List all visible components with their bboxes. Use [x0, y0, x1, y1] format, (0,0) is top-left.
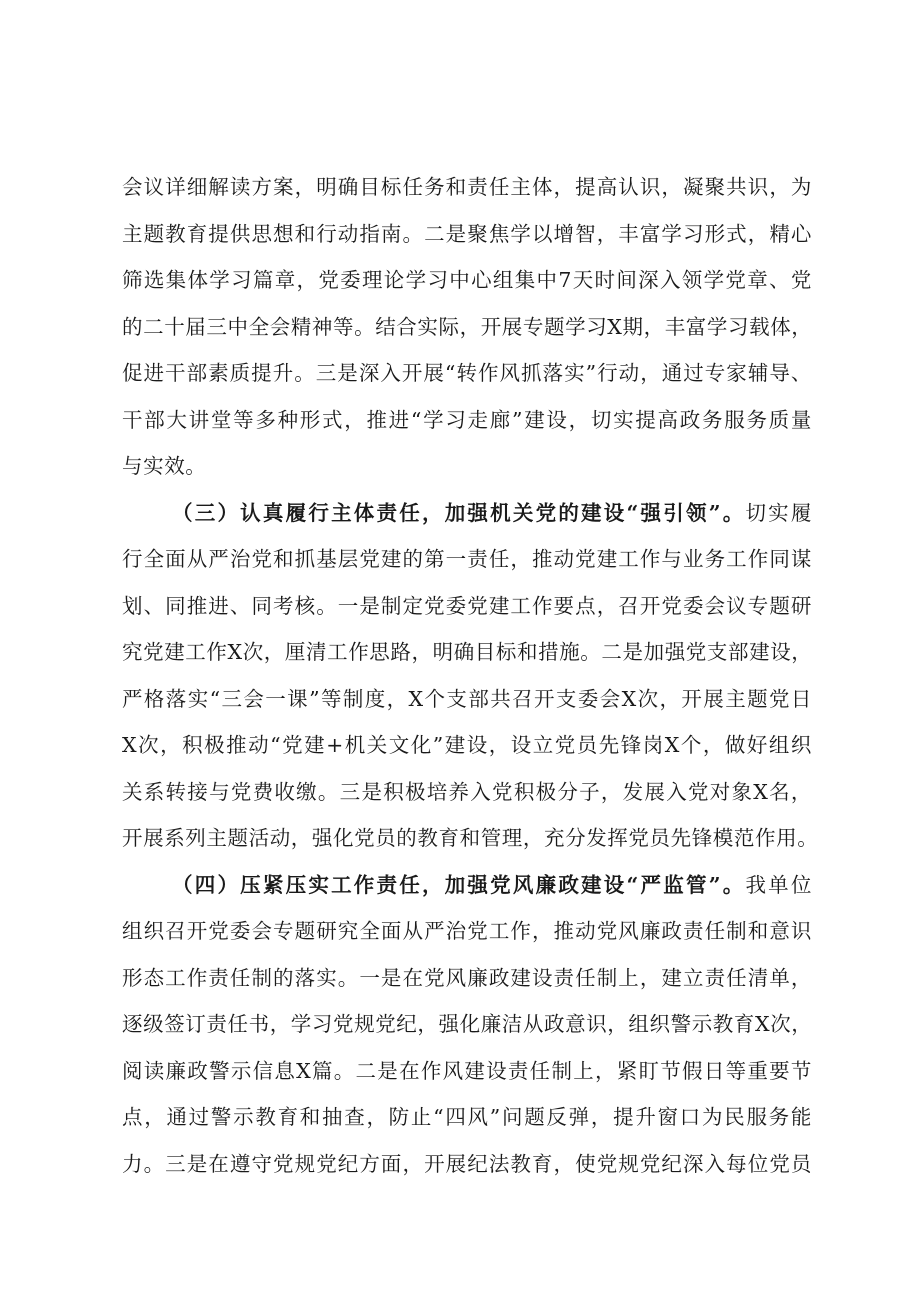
text-line: 组织召开党委会专题研究全面从严治党工作，推动党风廉政责任制和意识: [122, 919, 812, 943]
text-line: 与实效。: [122, 454, 207, 478]
text-line: 逐级签订责任书，学习党规党纪，强化廉洁从政意识，组织警示教育X次，: [122, 1012, 813, 1036]
text-line: 开展系列主题活动，强化党员的教育和管理，充分发挥党员先锋模范作用。: [122, 826, 819, 850]
text-line: 点，通过警示教育和抽查，防止“四风”问题反弹，提升窗口为民服务能: [122, 1105, 812, 1129]
section-4-lead-text: 我单位: [745, 872, 812, 897]
section-4-heading-line: [122, 862, 812, 909]
section-3-heading: （三）认真履行主体责任，加强机关党的建设“强引领”。: [172, 500, 746, 525]
text-line: 力。三是在遵守党规党纪方面，开展纪法教育，使党规党纪深入每位党员: [122, 1151, 812, 1176]
text-line: 阅读廉政警示信息X篇。二是在作风建设责任制上，紧盯节假日等重要节: [122, 1058, 812, 1083]
body-text: [122, 164, 819, 1187]
text-line: 划、同推进、同考核。一是制定党委党建工作要点，召开党委会议专题研: [122, 593, 812, 618]
text-line: 筛选集体学习篇章，党委理论学习中心组集中7天时间深入领学党章、党: [122, 268, 812, 292]
section-4-heading: （四）压紧压实工作责任，加强党风廉政建设“严监管”。: [172, 872, 746, 897]
section-3-heading-line: [122, 490, 812, 537]
text-line: 关系转接与党费收缴。三是积极培养入党积极分子，发展入党对象X名，: [122, 779, 812, 804]
text-line: 的二十届三中全会精神等。结合实际，开展专题学习X期，丰富学习载体，: [122, 314, 813, 339]
text-line: 形态工作责任制的落实。一是在党风廉政建设责任制上，建立责任清单，: [122, 965, 812, 990]
text-line: 干部大讲堂等多种形式，推进“学习走廊”建设，切实提高政务服务质量: [122, 407, 812, 432]
text-line: 究党建工作X次，厘清工作思路，明确目标和措施。二是加强党支部建设，: [122, 640, 813, 664]
text-line: 严格落实“三会一课”等制度，X个支部共召开支委会X次，开展主题党日: [122, 686, 812, 711]
text-line: 主题教育提供思想和行动指南。二是聚焦学以增智，丰富学习形式，精心: [122, 221, 812, 246]
text-line: 促进干部素质提升。三是深入开展“转作风抓落实”行动，通过专家辅导、: [122, 361, 812, 385]
text-line: 行全面从严治党和抓基层党建的第一责任，推动党建工作与业务工作同谋: [122, 547, 812, 571]
text-line: 会议详细解读方案，明确目标任务和责任主体，提高认识，凝聚共识，为: [122, 175, 812, 199]
text-line: X次，积极推动“党建+机关文化”建设，设立党员先锋岗X个，做好组织: [122, 733, 812, 757]
section-3-lead-text: 切实履: [745, 500, 812, 525]
